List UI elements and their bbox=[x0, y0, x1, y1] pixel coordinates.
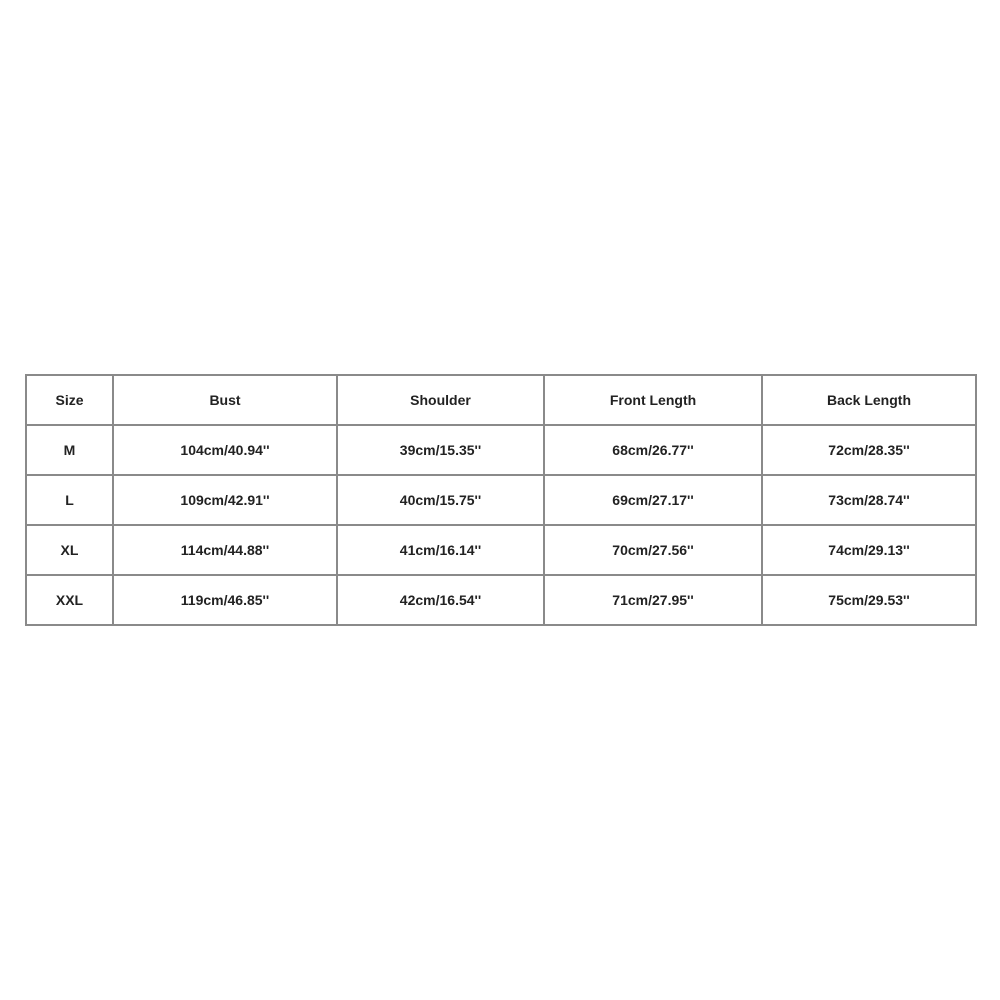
size-cell: XXL bbox=[26, 575, 113, 625]
header-front-length: Front Length bbox=[544, 375, 762, 425]
shoulder-cell: 40cm/15.75'' bbox=[337, 475, 544, 525]
header-bust: Bust bbox=[113, 375, 337, 425]
front-length-cell: 68cm/26.77'' bbox=[544, 425, 762, 475]
table-row bbox=[26, 475, 976, 525]
size-chart-table bbox=[25, 374, 977, 626]
back-length-cell: 73cm/28.74'' bbox=[762, 475, 976, 525]
table-row bbox=[26, 575, 976, 625]
back-length-cell: 75cm/29.53'' bbox=[762, 575, 976, 625]
back-length-cell: 72cm/28.35'' bbox=[762, 425, 976, 475]
shoulder-cell: 42cm/16.54'' bbox=[337, 575, 544, 625]
size-cell: L bbox=[26, 475, 113, 525]
back-length-cell: 74cm/29.13'' bbox=[762, 525, 976, 575]
header-shoulder: Shoulder bbox=[337, 375, 544, 425]
bust-cell: 109cm/42.91'' bbox=[113, 475, 337, 525]
table-header-row bbox=[26, 375, 976, 425]
bust-cell: 104cm/40.94'' bbox=[113, 425, 337, 475]
table-row bbox=[26, 525, 976, 575]
header-size: Size bbox=[26, 375, 113, 425]
size-cell: XL bbox=[26, 525, 113, 575]
shoulder-cell: 41cm/16.14'' bbox=[337, 525, 544, 575]
front-length-cell: 70cm/27.56'' bbox=[544, 525, 762, 575]
header-back-length: Back Length bbox=[762, 375, 976, 425]
bust-cell: 114cm/44.88'' bbox=[113, 525, 337, 575]
front-length-cell: 71cm/27.95'' bbox=[544, 575, 762, 625]
size-cell: M bbox=[26, 425, 113, 475]
table-row bbox=[26, 425, 976, 475]
front-length-cell: 69cm/27.17'' bbox=[544, 475, 762, 525]
shoulder-cell: 39cm/15.35'' bbox=[337, 425, 544, 475]
bust-cell: 119cm/46.85'' bbox=[113, 575, 337, 625]
